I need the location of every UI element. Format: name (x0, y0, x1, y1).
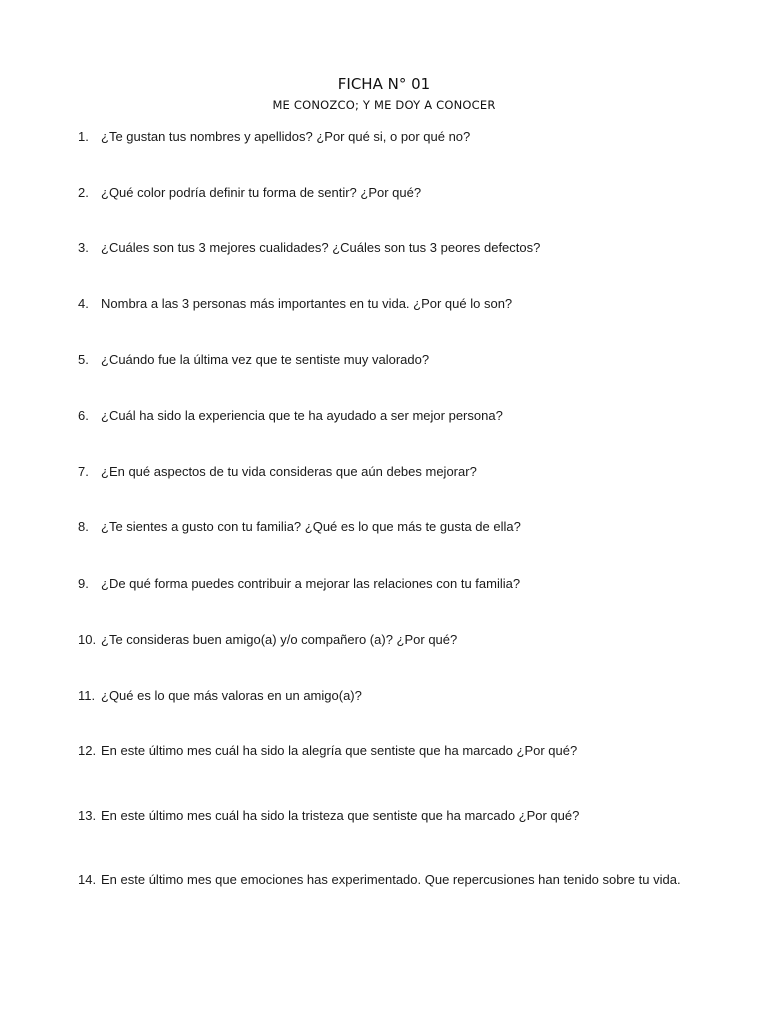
page-title: FICHA N° 01 (337, 75, 431, 93)
question-number: 5. (78, 352, 89, 367)
question-text: ¿Cuál ha sido la experiencia que te ha ayudado a ser mejor persona? (101, 408, 503, 423)
question-number: 7. (78, 464, 89, 479)
question-text: ¿Qué color podría definir tu forma de sentir? ¿Por qué? (101, 185, 422, 200)
question-text: ¿Cuáles son tus 3 mejores cualidades? ¿Cuáles son tus 3 peores defectos? (101, 240, 541, 255)
question-text: Nombra a las 3 personas más importantes en tu vida. ¿Por qué lo son? (101, 296, 513, 311)
question-number: 2. (78, 185, 89, 200)
page-subtitle: ME CONOZCO; Y ME DOY A CONOCER (272, 98, 496, 112)
question-number: 6. (78, 408, 89, 423)
question-text: ¿Cuándo fue la última vez que te sentiste muy valorado? (101, 352, 430, 367)
question-text: ¿Te sientes a gusto con tu familia? ¿Qué es lo que más te gusta de ella? (101, 519, 521, 534)
question-text: ¿En qué aspectos de tu vida consideras que aún debes mejorar? (101, 464, 477, 479)
question-number: 1. (78, 129, 89, 144)
question-text: ¿Qué es lo que más valoras en un amigo(a)? (101, 688, 362, 703)
question-number: 9. (78, 576, 89, 591)
question-number: 4. (78, 296, 89, 311)
question-text: ¿Te gustan tus nombres y apellidos? ¿Por qué si, o por qué no? (101, 129, 471, 144)
question-text: En este último mes que emociones has experimentado. Que repercusiones han tenido sobre tu vida. (101, 872, 681, 887)
question-number: 12. (78, 743, 97, 758)
question-number: 13. (78, 808, 97, 823)
question-number: 11. (78, 688, 96, 703)
question-number: 10. (78, 632, 97, 647)
question-number: 3. (78, 240, 89, 255)
question-text: ¿De qué forma puedes contribuir a mejorar las relaciones con tu familia? (101, 576, 521, 591)
question-text: En este último mes cuál ha sido la tristeza que sentiste que ha marcado ¿Por qué? (101, 808, 580, 823)
question-number: 14. (78, 872, 97, 887)
question-text: En este último mes cuál ha sido la alegría que sentiste que ha marcado ¿Por qué? (101, 743, 578, 758)
question-text: ¿Te consideras buen amigo(a) y/o compañero (a)? ¿Por qué? (101, 632, 458, 647)
question-number: 8. (78, 519, 89, 534)
